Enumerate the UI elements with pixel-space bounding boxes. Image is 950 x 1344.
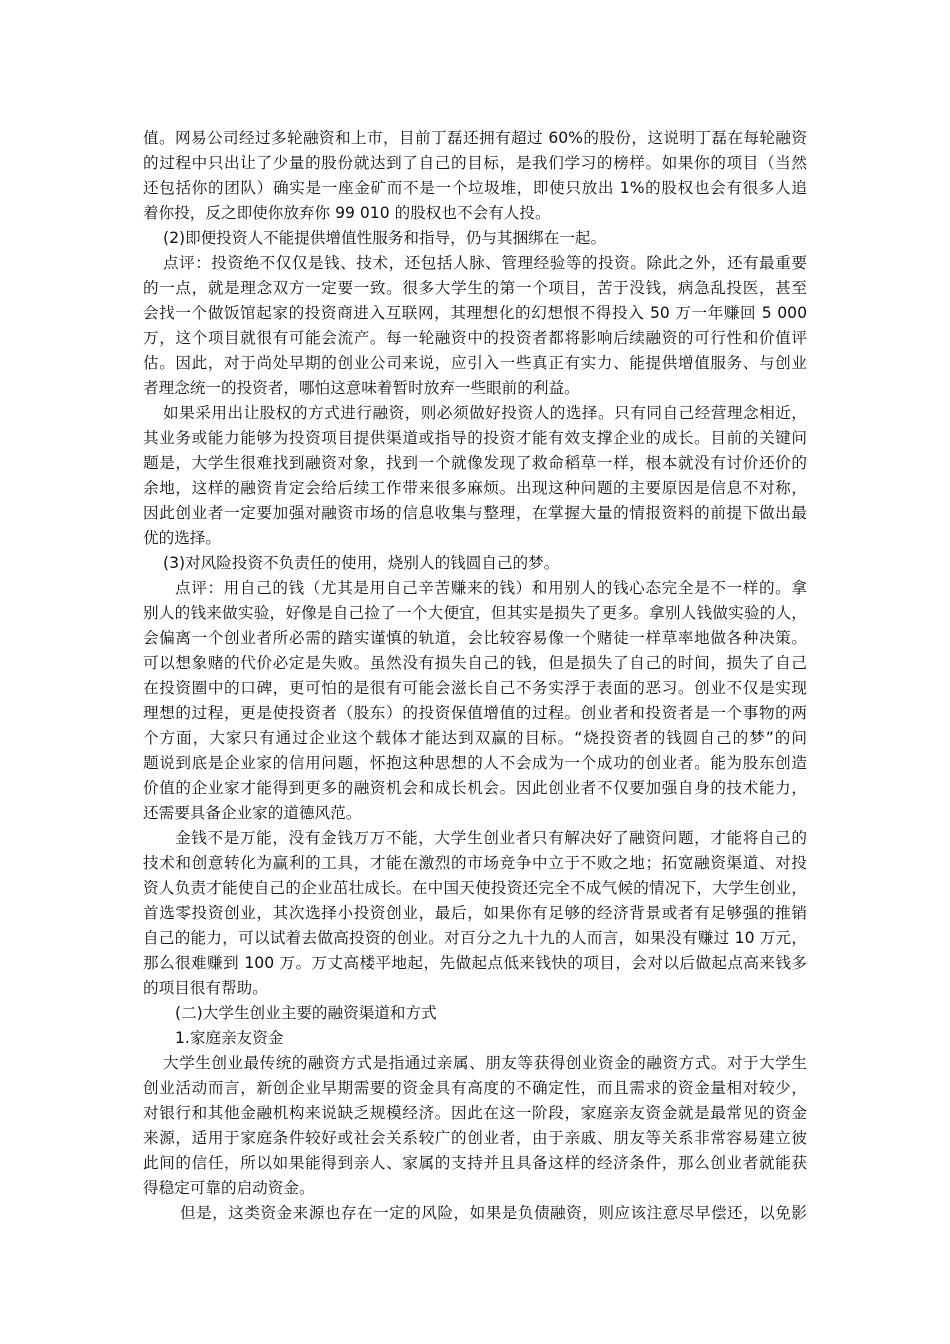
- text-line: (3)对风险投资不负责任的使用，烧别人的钱圆自己的梦。: [163, 554, 560, 572]
- text-line: 者理念统一的投资者，哪怕这意味着暂时放弃一些眼前的利益。: [143, 379, 580, 397]
- text-line: 着你投，反之即使你放弃你 99 010 的股权也不会有人投。: [143, 204, 551, 222]
- text-line: 别人的钱来做实验，好像是自己捡了一个大便宜，但其实是损失了更多。拿别人钱做实验的人，: [143, 604, 807, 622]
- text-line: 的项目很有帮助。: [143, 979, 268, 997]
- text-line: 优的选择。: [143, 529, 221, 547]
- text-line: 创业活动而言，新创企业早期需要的资金具有高度的不确定性，而且需求的资金量相对较少，: [143, 1079, 807, 1097]
- text-line: 来源，适用于家庭条件较好或社会关系较广的创业者，由于亲戚、朋友等关系非常容易建立彼: [143, 1129, 807, 1147]
- text-line: 金钱不是万能，没有金钱万万不能，大学生创业者只有解决好了融资问题，才能将自己的: [175, 829, 807, 847]
- text-line: 题说到底是企业家的信用问题，怀抱这种思想的人不会成为一个成功的创业者。能为股东创造: [143, 754, 807, 772]
- text-line: 但是，这类资金来源也存在一定的风险，如果是负债融资，则应该注意尽早偿还，以免影: [180, 1204, 807, 1222]
- text-line: 那么很难赚到 100 万。万丈高楼平地起，先做起点低来钱快的项目，会对以后做起点高来钱多: [143, 954, 807, 972]
- text-line: 还包括你的团队）确实是一座金矿而不是一个垃圾堆，即使只放出 1%的股权也会有很多人追: [143, 179, 807, 197]
- text-line: 估。因此，对于尚处早期的创业公司来说，应引入一些真正有实力、能提供增值服务、与创业: [143, 354, 807, 372]
- text-line: 得稳定可靠的启动资金。: [143, 1179, 315, 1197]
- section-heading: (二)大学生创业主要的融资渠道和方式: [175, 1004, 437, 1022]
- text-line: 大学生创业最传统的融资方式是指通过亲属、朋友等获得创业资金的融资方式。对于大学生: [163, 1054, 807, 1072]
- text-line: 因此创业者一定要加强对融资市场的信息收集与整理，在掌握大量的情报资料的前提下做出最: [143, 504, 807, 522]
- text-line: 如果采用出让股权的方式进行融资，则必须做好投资人的选择。只有同自己经营理念相近，: [163, 404, 807, 422]
- text-line: 的过程中只出让了少量的股份就达到了自己的目标，是我们学习的榜样。如果你的项目（当然: [143, 154, 807, 172]
- text-line: 会偏离一个创业者所必需的踏实谨慎的轨道，会比较容易像一个赌徒一样草率地做各种决策。: [143, 629, 807, 647]
- text-line: 资人负责才能使自己的企业茁壮成长。在中国天使投资还完全不成气候的情况下，大学生创业，: [143, 879, 807, 897]
- text-line: 万，这个项目就很有可能会流产。每一轮融资中的投资者都将影响后续融资的可行性和价值评: [143, 329, 807, 347]
- text-line: 余地，这样的融资肯定会给后续工作带来很多麻烦。出现这种问题的主要原因是信息不对称，: [143, 479, 807, 497]
- text-line: 首选零投资创业，其次选择小投资创业，最后，如果你有足够的经济背景或者有足够强的推销: [143, 904, 807, 922]
- text-line: 此间的信任，所以如果能得到亲人、家属的支持并且具备这样的经济条件，那么创业者就能获: [143, 1154, 807, 1172]
- text-line: 还需要具备企业家的道德风范。: [143, 804, 362, 822]
- text-line: 值。网易公司经过多轮融资和上市，目前丁磊还拥有超过 60%的股份，这说明丁磊在每轮融资: [143, 129, 807, 147]
- text-line: 其业务或能力能够为投资项目提供渠道或指导的投资才能有效支撑企业的成长。目前的关键问: [143, 429, 807, 447]
- text-line: 价值的企业家才能得到更多的融资机会和成长机会。因此创业者不仅要加强自身的技术能力，: [143, 779, 807, 797]
- subsection-heading: 1.家庭亲友资金: [175, 1029, 284, 1047]
- text-line: 自己的能力，可以试着去做高投资的创业。对百分之九十九的人而言，如果没有赚过 10 万元，: [143, 929, 807, 947]
- text-line: 技术和创意转化为赢利的工具，才能在激烈的市场竞争中立于不败之地；拓宽融资渠道、对投: [143, 854, 807, 872]
- text-line: 可以想象赌的代价必定是失败。虽然没有损失自己的钱，但是损失了自己的时间，损失了自己: [143, 654, 807, 672]
- text-line: 对银行和其他金融机构来说缺乏规模经济。因此在这一阶段，家庭亲友资金就是最常见的资金: [143, 1104, 807, 1122]
- text-line: 点评：投资绝不仅仅是钱、技术，还包括人脉、管理经验等的投资。除此之外，还有最重要: [163, 254, 807, 272]
- text-line: 在投资圈中的口碑，更可怕的是很有可能会滋长自己不务实浮于表面的恶习。创业不仅是实现: [143, 679, 807, 697]
- text-line: (2)即便投资人不能提供增值性服务和指导，仍与其捆绑在一起。: [163, 229, 607, 247]
- text-line: 会找一个做饭馆起家的投资商进入互联网，其理想化的幻想恨不得投入 50 万一年赚回 5 000: [143, 304, 807, 322]
- text-line: 的一点，就是理念双方一定要一致。很多大学生的第一个项目，苦于没钱，病急乱投医，甚至: [143, 279, 807, 297]
- text-line: 个方面，大家只有通过企业这个载体才能达到双赢的目标。“烧投资者的钱圆自己的梦”的问: [143, 729, 807, 747]
- text-line: 题是，大学生很难找到融资对象，找到一个就像发现了救命稻草一样，根本就没有讨价还价的: [143, 454, 807, 472]
- text-line: 点评：用自己的钱（尤其是用自己辛苦赚来的钱）和用别人的钱心态完全是不一样的。拿: [175, 579, 807, 597]
- text-line: 理想的过程，更是使投资者（股东）的投资保值增值的过程。创业者和投资者是一个事物的两: [143, 704, 807, 722]
